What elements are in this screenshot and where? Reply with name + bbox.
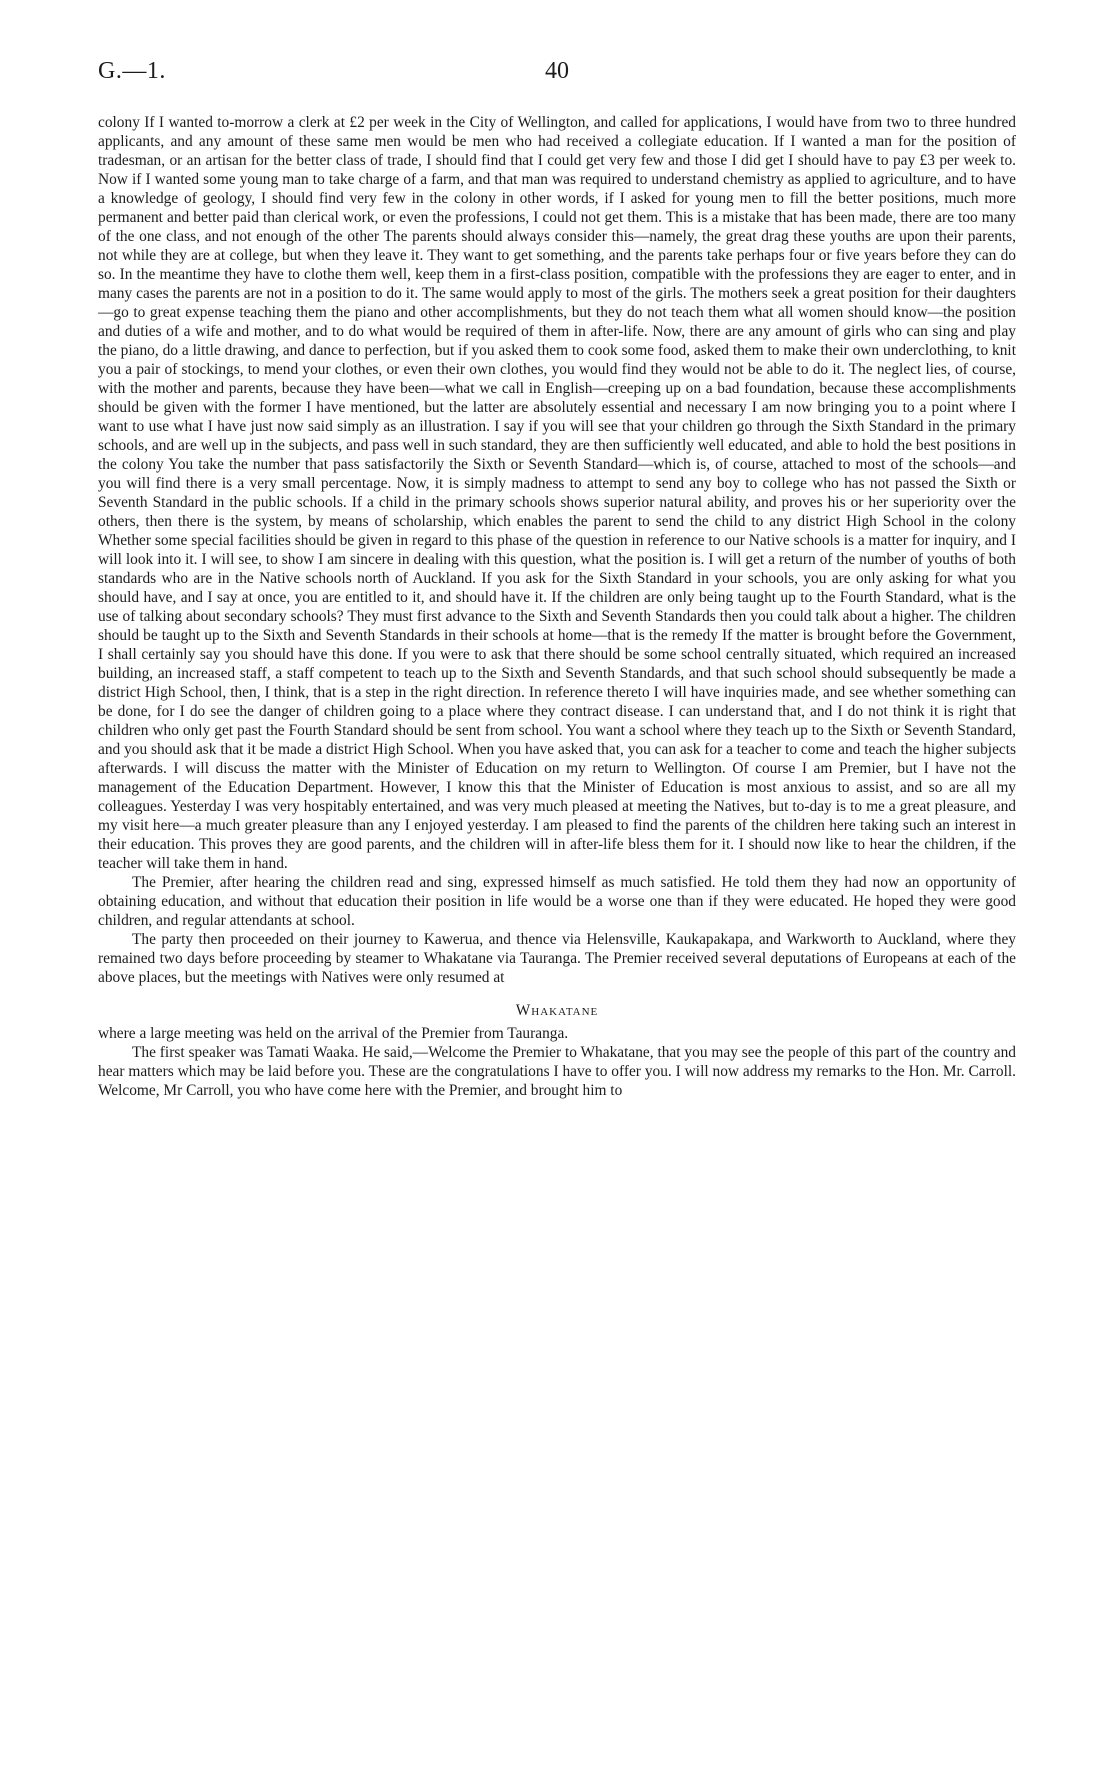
paragraph-journey: The party then proceeded on their journey to Kawerua, and thence via Helensville, Kaukapakapa, and Warkworth to Auckland, where they remained two days before proceeding by steamer to Whakatane via Tauranga. The Premier received several deputations of Europeans at each of the above places, but the meetings with Natives were only resumed at [98, 931, 1016, 986]
paragraph-premier-satisfied: The Premier, after hearing the children read and sing, expressed himself as much satisfied. He told them they had now an opportunity of obtaining education, and without that education their position in life would be a worse one than if they were educated. He hoped they were good children, and regular attendants at school. [98, 874, 1016, 929]
body-text [98, 113, 1016, 1100]
page-number: 40 [545, 58, 569, 84]
paragraph-speech-continuation: colony If I wanted to-morrow a clerk at £2 per week in the City of Wellington, and called for applications, I would have from two to three hundred applicants, and any amount of these same men would be men who had received a collegiate education. If I wanted a man for the position of tradesman, or an artisan for the better class of trade, I should find that I could get very few and those I did get I should have to pay £3 per week to. Now if I wanted some young man to take charge of a farm, and that man was required to understand chemistry as applied to agriculture, and to have a knowledge of geology, I should find very few in the colony in other words, if I asked for young men to fill the better positions, much more permanent and better paid than clerical work, or even the professions, I could not get them. This is a mistake that has been made, there are too many of the one class, and not enough of the other The parents should always consider this—namely, the great drag these youths are upon their parents, not while they are at college, but when they leave it. They want to get something, and the parents take perhaps four or five years before they can do so. In the meantime they have to clothe them well, keep them in a first-class position, compatible with the professions they are eager to enter, and in many cases the parents are not in a position to do it. The same would apply to most of the girls. The mothers seek a great position for their daughters—go to great expense teaching them the piano and other accomplishments, but they do not teach them what all women should know—the position and duties of a wife and mother, and to do what would be required of them in after-life. Now, there are any amount of girls who can sing and play the piano, do a little drawing, and dance to perfection, but if you asked them to cook some food, asked them to make their own underclothing, to knit you a pair of stockings, to mend your clothes, or even their own clothes, you would find they would not be able to do it. The neglect lies, of course, with the mother and parents, because they have been—what we call in English—creeping up on a bad foundation, because these accomplishments should be given with the former I have mentioned, but the latter are absolutely essential and necessary I am now bringing you to a point where I want to use what I have just now said simply as an illustration. I say if you will see that your children go through the Sixth Standard in the primary schools, and are well up in the subjects, and pass well in such standard, they are then sufficiently well educated, and able to hold the best positions in the colony You take the number that pass satisfactorily the Sixth or Seventh Standard—which is, of course, attached to most of the schools—and you will find there is a very small percentage. Now, it is simply madness to attempt to send any boy to college who has not passed the Sixth or Seventh Standard in the public schools. If a child in the primary schools shows superior natural ability, and proves his or her superiority over the others, then there is the system, by means of scholarship, which enables the parent to send the child to any district High School in the colony Whether some special facilities should be given in regard to this phase of the question in reference to our Native schools is a matter for inquiry, and I will look into it. I will see, to show I am sincere in dealing with this question, what the position is. I will get a return of the number of youths of both standards who are in the Native schools north of Auckland. If you ask for the Sixth Standard in your schools, you are only asking for what you should have, and I say at once, you are entitled to it, and should have it. If the children are only being taught up to the Fourth Standard, what is the use of talking about secondary schools? They must first advance to the Sixth and Seventh Standards then you could talk about a higher. The children should be taught up to the Sixth and Seventh Standards in their schools at home—that is the remedy If the matter is brought before the Government, I shall certainly say you should have this done. If you were to ask that there should be some school centrally situated, which required an increased building, an increased staff, a staff competent to teach up to the Sixth and Seventh Standards, and that such school should subsequently be made a district High School, then, I think, that is a step in the right direction. In reference thereto I will have inquiries made, and see whether something can be done, for I do see the danger of children going to a place where they contract disease. I can understand that, and I do not think it is right that children who only get past the Fourth Standard should be sent from school. You want a school where they teach up to the Sixth or Seventh Standard, and you should ask that it be made a district High School. When you have asked that, you can ask for a teacher to come and teach the higher subjects afterwards. I will discuss the matter with the Minister of Education on my return to Wellington. Of course I am Premier, but I have not the management of the Education Department. However, I know this that the Minister of Education is most anxious to assist, and so are all my colleagues. Yesterday I was very hospitably entertained, and was very much pleased at meeting the Natives, but to-day is to me a great pleasure, and my visit here—a much greater pleasure than any I enjoyed yesterday. I am pleased to find the parents of the children here taking such an interest in their education. This proves they are good parents, and the children will in after-life bless them for it. I should now like to hear the children, if the teacher will take them in hand. [98, 114, 1016, 872]
section-heading: Whakatane [515, 1002, 599, 1019]
document-reference: G.—1. [98, 58, 166, 84]
paragraph-first-speaker: The first speaker was Tamati Waaka. He said,—Welcome the Premier to Whakatane, that you may see the people of this part of the country and hear matters which may be laid before you. These are the congratulations I have to offer you. I will now address my remarks to the Hon. Mr. Carroll. Welcome, Mr Carroll, you who have come here with the Premier, and brought him to [98, 1044, 1016, 1099]
paragraph-meeting: where a large meeting was held on the arrival of the Premier from Tauranga. [98, 1025, 569, 1042]
page-header [98, 58, 1016, 88]
